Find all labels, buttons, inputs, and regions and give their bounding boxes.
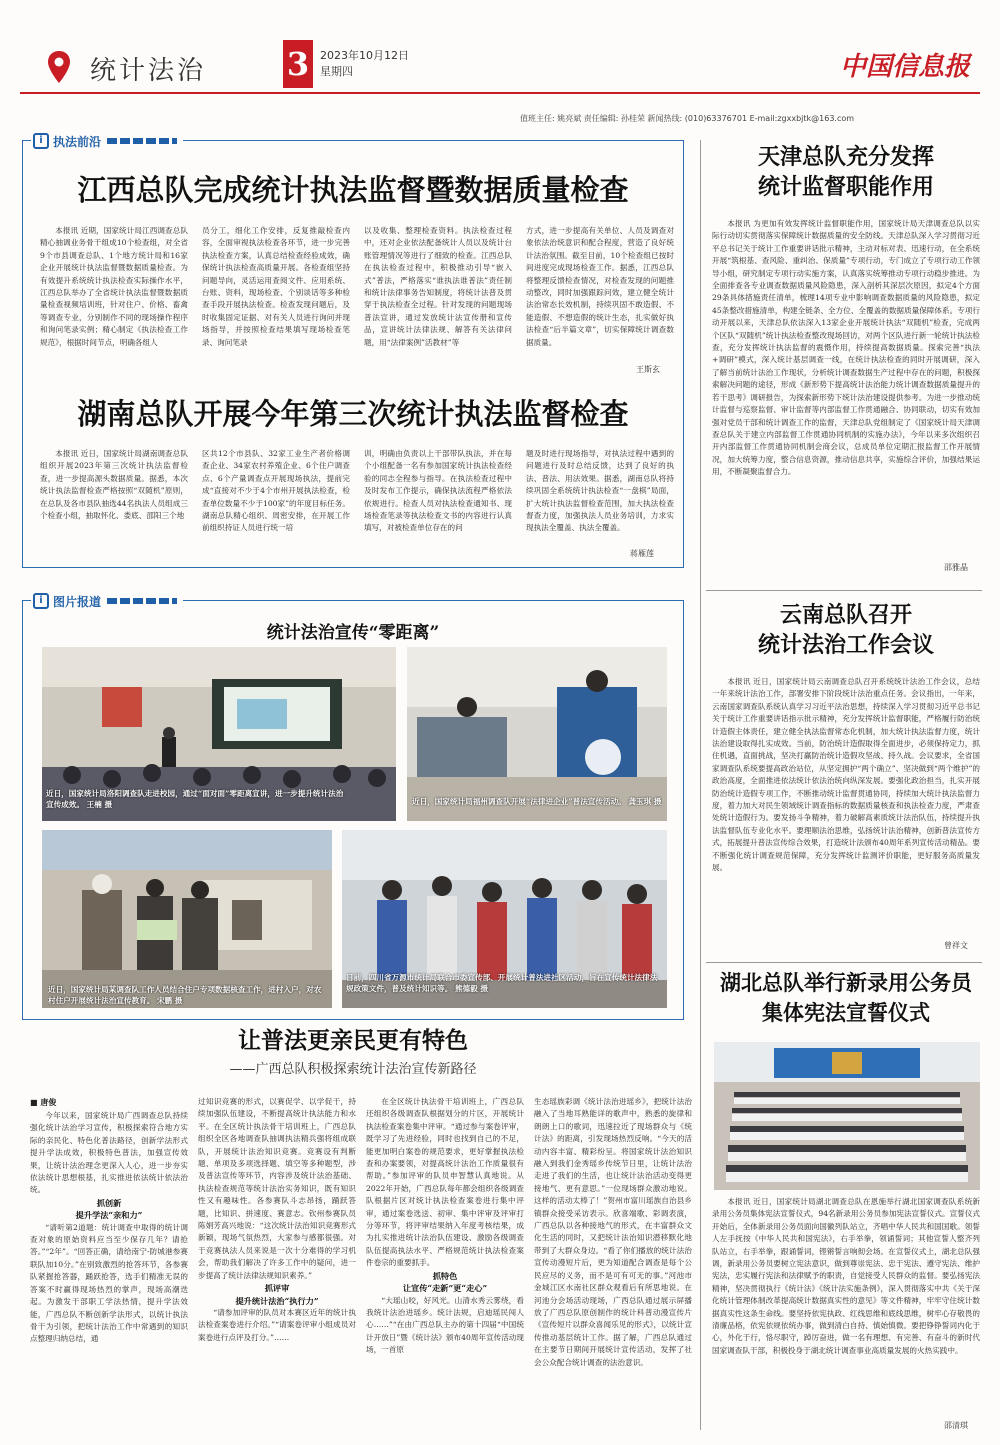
tianjin-headline-line1: 天津总队充分发挥 xyxy=(757,144,934,170)
yunnan-author: 曾祥文 xyxy=(944,941,968,950)
office-photo-caption: 近日，国家统计局福州调查队开展“法律进企业”普法宣传活动。 龚玉琪 摄 xyxy=(412,797,662,806)
tag-decoration xyxy=(107,598,177,604)
hubei-headline xyxy=(706,968,986,1028)
jiangxi-author: 王斯玄 xyxy=(636,365,660,374)
hunan-col2: 区共12个市县队、32家工业生产者价格调查企业、34家农村养殖企业、6个住户调查点、6个产量调查点开展现场执法，提前完成“直接对不少于4个市州开展执法检查，检查单位数量不少于100家”的年度目标任务。湖南总队精心组织、周密安排，在开展工作前组织持证人员进行统一培 xyxy=(202,449,350,533)
tianjin-author: 邵雅晶 xyxy=(944,563,968,572)
jiangxi-col3: 以及收集、整理检查资料。执法检查过程中，还对企业依法配备统计人员以及统计台账管理情况等进行了细致的检查。江西总队在执法检查过程中，积极推动引导“嵌入式”普法，严格落实“谁执法谁普法”责任制和统计法律事务告知制度，将统计法普及贯穿于执法检查全过程。针对发现的问题现场普法宣讲，通过发放统计法宣传册和宣传品，宣讲统计法律法规、解答有关法律问题，用“法律案例”活教材”等 xyxy=(364,226,512,347)
tianjin-headline xyxy=(706,142,986,202)
hubei-ceremony-photo xyxy=(714,1042,980,1190)
divider xyxy=(706,590,982,591)
yunnan-headline-line2: 统计法治工作会议 xyxy=(757,632,934,658)
hunan-headline: 湖南总队开展今年第三次统计执法监督检查 xyxy=(77,397,629,431)
jiangxi-headline: 江西总队完成统计执法监督暨数据质量检查 xyxy=(77,173,629,207)
divider xyxy=(706,962,982,963)
info-icon: i xyxy=(33,593,49,609)
community-photo-caption: 日前，四川省万源市统计局联合市委宣传部、开展统计普法进社区活动，旨在宣传统计法律法规政策文件，普及统计知识等。 熊德毅 摄 xyxy=(346,973,658,993)
date-text: 2023年10月12日 xyxy=(320,49,409,62)
tianjin-body: 本报讯 为更加有效发挥统计监督职能作用，国家统计局天津调查总队以实际行动切实贯彻落实保障统计数据质量的安全防线。天津总队深入学习贯彻习近平总书记关于统计工作重要讲话批示精神，主动对标对表、迅速行动，在全系统开展“筑根基、查风险、重纠治、保质量”专项行动，专门成立了专项行动工作领导小组，研究制定专项行动实施方案，认真落实统筹推动专项行动稳步推进。为全面排查各专业调查数据质量风险隐患，深入剖析其深层次原因，拟定4个方面29条具体措施责任清单，梳理14项专业中影响调查数据质量的风险隐患，拟定45条整改措施清单，构建全链条、全方位、全覆盖的数据质量保障体系。专项行动开展以来，天津总队依法深入13家企业开展统计执法“双随机”检查，完成两个区队“双随机”统计执法检查整改现场回访，对两个区队进行新一轮统计执法检查，充分发挥统计执法监督的震慑作用，持续提高数据质量。探索完善“执法+调研”模式，深入统计基层调查一线，在统计执法检查的同时开展调研，深入了解当前统计法治工作现状，分析统计调查数据生产过程中存在的问题，积极探索解决问题的途径，形成《新形势下提高统计法治能力统计调查数据质量提升的若干思考》调研报告，为探索新形势下统计法治建设提供参考。为进一步推动统计监督与巡察监督、审计监督等内部监督工作贯通融合、协同联动，切实有效加强对党员干部和统计调查工作的监督，天津总队党组制定了《国家统计局天津调查总队关于建立内部监督工作贯通协同机制的实施办法》，今年以来多次组织召开内部监督工作贯通协同机制会商会议，总成员单位定期汇报监督工作开展情况，加大统筹力度，整合信息资源，推动信息共享，实施综合评价，加强结果运用，不断凝聚监督合力。 xyxy=(712,219,980,477)
hunan-author: 蒋雁莲 xyxy=(630,549,654,558)
guangxi-subtitle-1: 抓创新 提升学法“亲和力” xyxy=(75,1197,143,1221)
page-number: 3 xyxy=(283,40,313,88)
location-pin-icon xyxy=(46,50,72,84)
newspaper-logo: 中国信息报 xyxy=(840,52,971,82)
hunan-col1: 本报讯 近日，国家统计局湖南调查总队组织开展2023年第三次统计执法监督检查，进一步提高源头数据质量。据悉，本次统计执法监督检查严格按照“双随机”原则，在总队及各市县队抽选44名执法人员组成三个检查小组，抽取怀化、娄底、邵阳三个地 xyxy=(40,449,188,521)
info-icon: i xyxy=(33,133,49,149)
photo-report-title: 统计法治宣传“零距离” xyxy=(266,623,440,643)
issue-date xyxy=(320,48,409,80)
header-rule xyxy=(20,92,980,94)
guangxi-col3: 在全区统计执法骨干培训班上，广西总队还组织各级调查队根据划分的片区，开展统计执法检查案卷集中评审。“通过参与案卷评审，既学习了先进经验，同时也找到自己的不足，能更加明白案卷的规范要求，更好掌握执法检查和办案要领，对提高统计法治工作质量很有帮助。”参加评审的队员申智慧认真地说。从2022年开始，广西总队每年都会组织各级调查队根据片区对统计执法检查案卷进行集中评审，通过案卷选送、初审、集中评审及评审打分等环节，将评审结果纳入年度考核结果，成为扎实推进统计法治队伍建设、激励各级调查队伍提高执法水平、严格规范统计执法检查案件卷宗的重要抓手。 抓特色 让宣传“走新”更“走心” “大瑶山咬，好风光。山清水秀云雾绕，看我统计法治进瑶乡。统计法规，启迪瑶民闯人心……”“在由广西总队主办的第十四届“中国统计开放日”暨《统计法》颁布40周年宣传活动现场，一首原 xyxy=(366,1097,524,1355)
jiangxi-col4: 方式，进一步提高有关单位、人员及调查对象依法治统意识和配合程度，营造了良好统计法治氛围。截至目前，10个检查组已按时间进度完成现场检查工作。据悉，江西总队将整理反馈检查情况，对检查发现的问题推动整改，同时加强跟踪问效，建立健全统计法治常态长效机制，持续巩固不敢造假、不能造假、不想造假的统计生态，扎实做好执法检查“后半篇文章”，切实保障统计调查数据质量。 xyxy=(526,226,674,347)
office-photo xyxy=(407,647,667,821)
weekday-text: 星期四 xyxy=(320,65,353,78)
hunan-col3: 训，明确由负责以上干部带队执法，并在每个小组配备一名有参加国家统计执法检查经验的同志全程参与指导。在执法检查过程中及时发布工作提示，确保执法流程严格依法依规进行。检查人员对执法检查通知书、现场检查笔录等执法检查文书的内容进行认真填写，对被检查单位存在的问 xyxy=(364,449,512,533)
yunnan-body: 本报讯 近日，国家统计局云南调查总队召开系统统计法治工作会议，总结一年来统计法治工作，部署安排下阶段统计法治重点任务。会议指出，一年来，云南国家调查队系统认真学习习近平法治思想，持续深入学习贯彻习近平总书记关于统计工作重要讲话指示批示精神，充分发挥统计监督职能，严格履行防治统计造假主体责任，建立健全执法监督常态化机制，加大统计执法监督力度，统计法治建设取得扎实成效。当前，防治统计造假取得全面进步，必须保持定力，抓住机遇，直面挑战，坚决打赢防治统计造假攻坚战、持久战。会议要求，全省国家调查队系统要提高政治站位，从坚定拥护“两个确立”、坚决做到“两个维护”的政治高度，全面推进依法统计依法治统向纵深发展。要强化政治担当，扎实开展防治统计造假专项工作，不断推动统计监督贯通协同，持续加大统计执法监督力度，着力加大对民生领域统计调查指标的数据质量核查和执法检查力度，严肃查处统计造假行为。要发扬斗争精神，着力破解高素质统计法治队伍，持续提升执法监督队伍专业化水平。要理顺法治思维，弘扬统计法治精神，创新普法宣传方式，拓展提升普法宣传综合效果，打造统计法颁布40周年系列宣传活动精品。要不断强化统计调查规范保障，充分发挥统计监测评价职能，更好服务高质量发展。 xyxy=(712,677,980,873)
jiangxi-col2: 员分工，细化工作安排，反复推敲检查内容，全面审视执法检查各环节，进一步完善执法检查方案，认真总结检查经验成效，确保统计执法检查高质量开展。各检查组坚持问题导向，灵活运用查阅文件、应用系统、台账、资料，现场检查、个别谈话等多种检查手段开展执法检查。检查发现问题后，及时收集固定证据、对有关人员进行询问并现场指导，并按照检查结果填写现场检查笔录、询问笔录 xyxy=(202,226,350,347)
guangxi-col4: 生态瑶族彩调《统计法治进瑶乡》，把统计法治融入了当地耳熟能详的歌声中，熟悉的旋律和朗朗上口的歌词，迅速拉近了现场群众与《统计法》的距离，引发现场热烈反响。“今天的活动内容丰富、精彩纷呈。将国家统计法治知识融入到我们金秀瑶乡传统节日里，让统计法治走进了我们的生活，也让统计法治活动变得更接地气、更有意思。”一位现场群众激动地说。这样的活动太棒了！”贺州市富川瑶族自治县乡镇群众接受采访表示。欣喜端歌、彩调表演，广西总队以各种接地气的形式，在丰富群众文化生活的同时，又把统计法治知识潜移默化地带到了大群众身边。“看了你们播放的统计法治宣传动漫短片后，更为知道配合调查是每个公民应尽的义务，而不是可有可无的事。”河池市金城江区水南社区群众观看后有所思地说。在河池分会场活动现场，广西总队通过展示屏播放了广西总队原创制作的统计科普动漫宣传片《宣传短片以群众喜闻乐见的形式》，以统计宣传推动基层统计工作。据了解，广西总队通过在主要节日期间开展统计宣传活动，发挥了社会公众配合统计调查的法治意识。 xyxy=(534,1097,692,1367)
photo-report-tag xyxy=(31,592,183,610)
tianjin-headline-line2: 统计监督职能作用 xyxy=(757,174,934,200)
jiangxi-col1: 本报讯 近期，国家统计局江西调查总队精心抽调业务骨干组成10个检查组，对全省9个市县调查总队、1个地方统计局和16家企业开展统计执法监督暨数据质量检查。为有效提升系统统计执法检查实际操作水平，江西总队举办了全省统计执法监督暨数据质量检查视频培训班，针对住户、价格、畜禽等调查专业，分别制作不同的现场操作程序和询问笔录实例；精心制定《执法检查工作规范》，根据时间节点，明确各组人 xyxy=(40,226,188,347)
right-column-divider xyxy=(700,140,701,1430)
frontline-tag xyxy=(31,132,183,150)
guangxi-subtitle-3: 抓特色 让宣传“走新”更“走心” xyxy=(402,1270,488,1294)
guangxi-headline: 让普法更亲民更有特色 xyxy=(238,1027,468,1054)
hubei-author: 邵清琪 xyxy=(944,1421,968,1430)
guangxi-col2: 过知识竞赛的形式，以赛促学、以学促干，持续加强队伍建设，不断提高统计执法能力和水平。在全区统计执法骨干培训班上，广西总队组织全区各地调查队抽调执法精兵强将组成联队，开展统计法治知识竞赛。竞赛设有判断题、单项及多项选择题、填空等多种题型，涉及普法宣传等环节，内容涉及统计法治基础、执法检查规范等统计法治实务知识，既有知识性又有趣味性。各参赛队斗志昂扬，踊跃答题，比知识、拼速度、赛意志。钦州参赛队员陈娟芳高兴地说：“这次统计法治知识竞赛形式新颖，现场气氛热烈，大家参与感都很强。对于竞赛执法人员来说是一次十分难得的学习机会，帮助我们解决了许多工作中的疑问，进一步提高了统计法律法规知识素养。” 抓评审 提升统计法治“执行力” “请参加评审的队员对本赛区近年的统计执法检查案卷进行介绍。”“请案卷评审小组成员对案卷进行点评及打分。”…… xyxy=(198,1097,356,1342)
yunnan-headline xyxy=(706,600,986,660)
hubei-headline-line2: 集体宪法宣誓仪式 xyxy=(762,1000,930,1025)
village-photo xyxy=(42,830,332,1008)
section-title: 统计法治 xyxy=(90,56,207,86)
tag-label: 图片报道 xyxy=(53,594,102,609)
hubei-body: 本报讯 近日，国家统计局湖北调查总队在恩施举行湖北国家调查队系统新录用公务员集体宪法宣誓仪式，94名新录用公务员参加宪法宣誓仪式。宣誓仪式开始后，全体新录用公务员面向国徽列队站立，齐唱中华人民共和国国歌。领誓人左手抚按《中华人民共和国宪法》，右手举拳，领诵誓词；其他宣誓人整齐列队站立，右手举拳，跟诵誓词，铿锵誓言响彻会场。在宣誓仪式上，湖北总队强调，新录用公务员要树立宪法意识，做到尊崇宪法、忠于宪法、遵守宪法、维护宪法，忠实履行宪法和法律赋予的职责，自觉接受人民群众的监督。要弘扬宪法精神，坚决贯彻执行《统计法》《统计法实施条例》，深入贯彻落实中共《关于深化统计管理体制改革提高统计数据真实性的意见》等文件精神，牢牢守住统计数据真实性这条生命线。要坚持依宪执政、红线思维和底线思维，树牢心存敬畏的清廉品格，依宪依规依统办事，做到清白自持、慎始慎微。要把铮铮誓词内化于心，外化于行，恪尽职守，踔厉奋进，做一名有理想、有完善、有奋斗的新时代国家调查队干部，积极投身于湖北统计调查事业高质量发展的火热实践中。 xyxy=(712,1197,980,1355)
guangxi-byline: ■ 唐俊 xyxy=(30,1098,57,1107)
hunan-col4: 题及时进行现场指导，对执法过程中遇到的问题进行及时总结反馈，达到了良好的执法、普法、用法效果。据悉，湖南总队将持续巩固全系统统计执法检查“一盘棋”局面，扩大统计执法监督检查范围，加大执法检查督查力度，加强执法人员业务培训，力求实现执法全覆盖、执法全覆盖。 xyxy=(526,449,674,533)
editor-info: 值班主任: 姚亮斌 责任编辑: 孙桂荣 新闻热线: (010)63376701 E-mail:zgxxbjtk@163.com xyxy=(520,114,855,123)
village-photo-caption: 近日，国家统计局某调查队工作人员结合住户专项数据核查工作，进村入户，对农村住户开展统计法治宣传教育。 宋鹏 摄 xyxy=(48,985,322,1005)
guangxi-subtitle-2: 抓评审 提升统计法治“执行力” xyxy=(235,1283,319,1306)
classroom-photo-caption: 近日，国家统计局洛阳调查队走进校园，通过“面对面”零距离宣讲，进一步提升统计法治宣传成效。 王楠 摄 xyxy=(46,789,344,809)
tag-label: 执法前沿 xyxy=(53,134,102,149)
guangxi-subhead: ——广西总队积极探索统计法治宣传新路径 xyxy=(229,1062,477,1077)
yunnan-headline-line1: 云南总队召开 xyxy=(779,602,912,628)
hubei-headline-line1: 湖北总队举行新录用公务员 xyxy=(720,970,972,995)
tag-decoration xyxy=(107,138,177,144)
guangxi-col1: 今年以来，国家统计局广西调查总队持续强化统计法治学习宣传，积极探索符合地方实际的亲民化、特色化普法路径，创新学法形式提升学法成效，积极特色普法，加强宣传效果，让统计法治理念更深入人心，进一步夯实依法统计思想根基，扎实推进依法统计依法治统。 抓创新 提升学法“亲和力” “请听第2道题：统计调查中取得的统计调查对象的原始资料应当至少保存几年？请抢答。”“2年”。“回答正确，请给南宁-防城港参赛联队加10分。”在别致激烈的抢答环节，各参赛队紧握抢答器，踊跃抢答，选手们精准无误的答案不时赢得现场热烈的掌声，现场高潮迭起。为激发干部职工学法热情，提升学法效能，广西总队不断创新学法形式，以统计执法骨干为引领，把统计法治工作中常遇到的知识点整理归纳总结，通 xyxy=(30,1111,188,1344)
